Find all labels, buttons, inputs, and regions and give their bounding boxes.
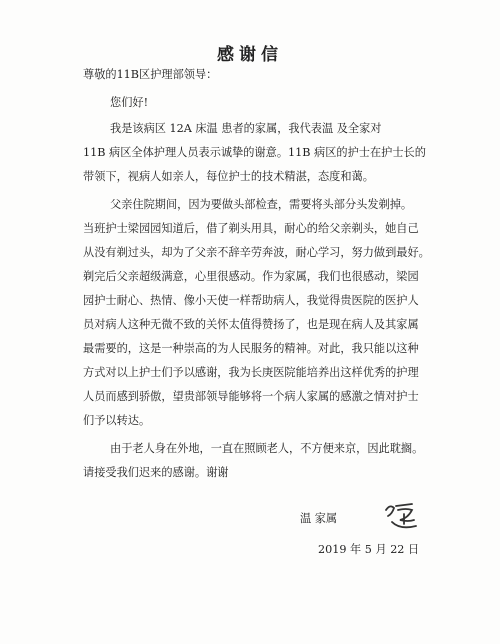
body-line: 们予以转达。 — [83, 414, 151, 427]
body-line: 园护士耐心、热情、像小天使一样帮助病人，我觉得贵医院的医护人 — [83, 294, 419, 307]
body-line: 员对病人这种无微不致的关怀太值得赞扬了，也是现在病人及其家属 — [83, 318, 419, 331]
body-line: 11B 病区全体护理人员表示诚挚的谢意。11B 病区的护士在护士长的 — [83, 146, 426, 159]
body-line: 当班护士梁园园知道后，借了剃头用具，耐心的给父亲剃头，她自己 — [83, 222, 419, 235]
body-line: 我是该病区 12A 床温 患者的家属，我代表温 及全家对 — [110, 122, 382, 135]
letter-title: 感谢信 — [217, 45, 283, 65]
body-line: 请接受我们迟来的感谢。谢谢 — [83, 466, 229, 479]
body-line: 剃完后父亲超级满意，心里很感动。作为家属，我们也很感动，梁园 — [83, 270, 419, 283]
body-line: 由于老人身在外地，一直在照顾老人，不方便来京，因此耽搁。 — [110, 442, 424, 455]
handwritten-signature — [382, 500, 422, 534]
body-line: 带领下，视病人如亲人，每位护士的技术精湛，态度和蔼。 — [83, 170, 374, 183]
letter-date: 2019 年 5 月 22 日 — [318, 543, 420, 556]
body-line: 方式对以上护士们予以感谢，我为长庚医院能培养出这样优秀的护理 — [83, 366, 419, 379]
body-line: 最需要的，这是一种崇高的为人民服务的精神。对此，我只能以这种 — [83, 342, 419, 355]
salutation: 尊敬的11B区护理部领导： — [83, 68, 218, 81]
greeting: 您们好! — [110, 96, 149, 109]
body-line: 人员而感到骄傲，望贵部领导能够将一个病人家属的感激之情对护士 — [83, 390, 419, 403]
body-line: 父亲住院期间，因为要做头部检查，需要将头部分头发剃掉。 — [110, 198, 413, 211]
body-line: 从没有剃过头，却为了父亲不辞辛劳奔波，耐心学习，努力做到最好。 — [83, 246, 430, 259]
signature-text: 温 家属 — [300, 512, 338, 525]
